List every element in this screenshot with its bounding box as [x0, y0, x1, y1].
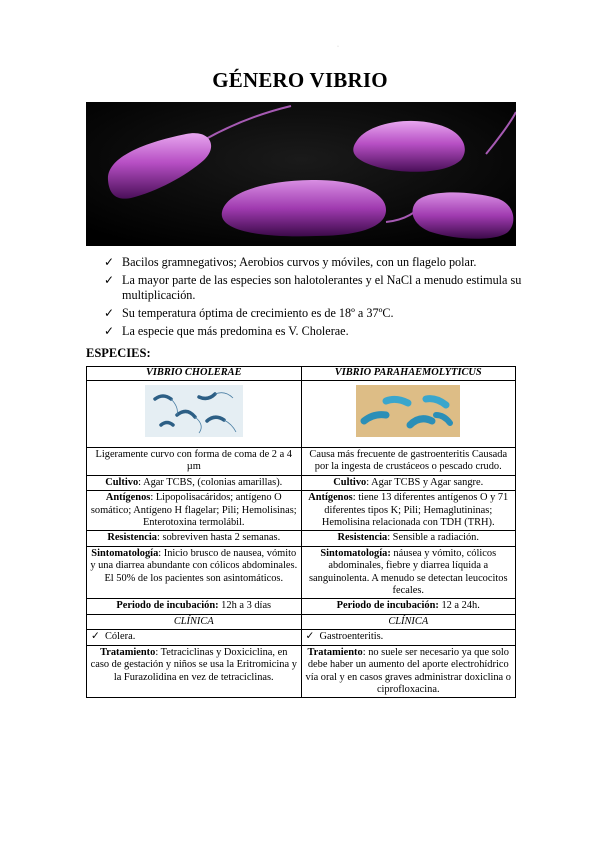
cholerae-morphology: Ligeramente curvo con forma de coma de 2 a 4 µm — [87, 448, 302, 476]
parahaemolyticus-cultivo: Cultivo: Agar TCBS y Agar sangre. — [301, 475, 516, 490]
parahaemolyticus-clinica-label: CLÍNICA — [301, 614, 516, 629]
check-icon: ✓ — [104, 324, 115, 338]
table-row-clinica-header — [87, 614, 516, 629]
list-item: ✓ Su temperatura óptima de crecimiento es de 18º a 37ºC. — [104, 306, 394, 320]
table-row-tratamiento — [87, 645, 516, 698]
parahaemolyticus-micrograph — [356, 385, 460, 437]
list-item: ✓ Bacilos gramnegativos; Aerobios curvos y móviles, con un flagelo polar. — [104, 255, 477, 269]
table-row-clinica — [87, 630, 516, 645]
cholerae-incubacion: Periodo de incubación: 12h a 3 días — [87, 599, 302, 614]
page-mark: · — [337, 44, 339, 50]
parahaemolyticus-incubacion: Periodo de incubación: 12 a 24h. — [301, 599, 516, 614]
cholerae-cultivo: Cultivo: Agar TCBS, (colonias amarillas). — [87, 475, 302, 490]
col-header-parahaemolyticus: VIBRIO PARAHAEMOLYTICUS — [301, 367, 516, 381]
check-icon: ✓ — [104, 306, 115, 320]
parahaemolyticus-morphology: Causa más frecuente de gastroenteritis Causada por la ingesta de crustáceos o pescado crudo. — [301, 448, 516, 476]
cholerae-clinica: ✓ Cólera. — [87, 630, 302, 645]
cholerae-resistencia: Resistencia: sobreviven hasta 2 semanas. — [87, 531, 302, 546]
parahaemolyticus-antigenos: Antígenos: tiene 13 diferentes antígenos O y 71 diferentes tipos K; Pili; Hemaglutininas; Hemolisina relacionada con TDH (TRH). — [301, 491, 516, 531]
table-row-antigenos — [87, 491, 516, 531]
table-header-row — [87, 367, 516, 381]
list-item: ✓ La especie que más predomina es V. Cholerae. — [104, 324, 349, 338]
page-title: GÉNERO VIBRIO — [212, 68, 388, 92]
table-row-morphology — [87, 448, 516, 476]
check-icon: ✓ — [104, 273, 115, 287]
parahaemolyticus-resistencia: Resistencia: Sensible a radiación. — [301, 531, 516, 546]
check-icon: ✓ — [91, 631, 100, 643]
check-icon: ✓ — [104, 255, 115, 269]
col-header-cholerae: VIBRIO CHOLERAE — [87, 367, 302, 381]
cholerae-tratamiento: Tratamiento: Tetraciclinas y Doxiciclina, en caso de gestación y niños se usa la Eritromicina y la Furazolidina en vez de tetraciclinas. — [87, 645, 302, 698]
parahaemolyticus-image-cell — [301, 381, 516, 448]
cholerae-micrograph — [145, 385, 243, 437]
cholerae-antigenos: Antígenos: Lipopolisacáridos; antígeno O somático; Antígeno H flagelar; Pili; Hemolisinas; Enterotoxina termolábil. — [87, 491, 302, 531]
parahaemolyticus-clinica: ✓ Gastroenteritis. — [301, 630, 516, 645]
species-table — [86, 366, 516, 698]
features-list — [104, 255, 524, 342]
check-icon: ✓ — [305, 631, 315, 643]
cholerae-sintomatologia: Sintomatología: Inicio brusco de nausea, vómito y una diarrea abundante con cólicos abdominales. El 50% de los pacientes son asintomáticos. — [87, 546, 302, 599]
cholerae-clinica-label: CLÍNICA — [87, 614, 302, 629]
cholerae-image-cell — [87, 381, 302, 448]
parahaemolyticus-sintomatologia: Sintomatología: náusea y vómito, cólicos abdominales, fiebre y diarrea líquida a sanguinolenta. A menudo se detectan leucocitos fecales. — [301, 546, 516, 599]
table-row-resistencia — [87, 531, 516, 546]
section-heading: ESPECIES: — [86, 346, 151, 360]
table-row-cultivo — [87, 475, 516, 490]
table-row-images — [87, 381, 516, 448]
parahaemolyticus-tratamiento: Tratamiento: no suele ser necesario ya que solo debe haber un aumento del aporte electrohídrico vía oral y en casos graves administrar doxiclina o ciprofloxacina. — [301, 645, 516, 698]
table-row-incubacion — [87, 599, 516, 614]
list-item: ✓ La mayor parte de las especies son halotolerantes y el NaCl a menudo estimula su multiplicación. — [104, 273, 522, 302]
bacteria-illustration — [86, 102, 516, 246]
table-row-sintomatologia — [87, 546, 516, 599]
vibrio-hero-image — [86, 102, 516, 246]
